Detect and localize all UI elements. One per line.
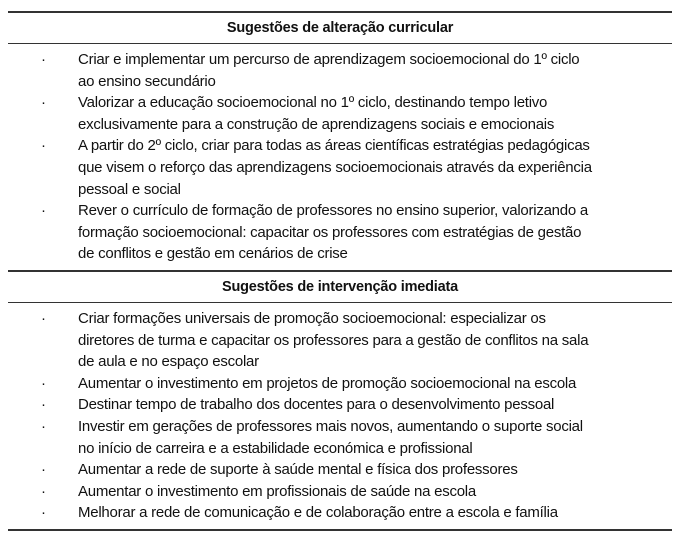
list-item [8,49,672,92]
bullet-icon: · [41,137,46,155]
bullet-icon: · [41,374,46,392]
suggestions-table [8,11,672,531]
list-item-text: pessoal e social [78,180,181,198]
list-item [8,308,672,373]
list-item-text: formação socioemocional: capacitar os professores com estratégias de gestão [78,223,582,241]
list-item-text: Aumentar o investimento em projetos de promoção socioemocional na escola [78,374,577,392]
list-item-text: de aula e no espaço escolar [78,353,259,371]
section-body [8,44,672,270]
bullet-icon: · [41,309,46,327]
list-item [8,481,672,503]
list-item-text: no início de carreira e a estabilidade económica e profissional [78,439,473,457]
list-item-text: exclusivamente para a construção de aprendizagens sociais e emocionais [78,115,555,133]
list-item [8,394,672,416]
list-item-text: de conflitos e gestão em cenários de crise [78,245,348,263]
list-item-text: Criar e implementar um percurso de aprendizagem socioemocional do 1º ciclo [78,51,580,68]
section-header: Sugestões de intervenção imediata [8,270,672,303]
list-item [8,459,672,481]
list-item-text: diretores de turma e capacitar os professores para a gestão de conflitos na sala [78,331,589,349]
list-item [8,200,672,265]
table-bottom-rule [8,529,672,531]
list-item-text: Criar formações universais de promoção socioemocional: especializar os [78,309,546,327]
bullet-icon: · [41,461,46,479]
list-item-text: ao ensino secundário [78,72,216,90]
list-item [8,135,672,200]
section-header: Sugestões de alteração curricular [8,11,672,44]
list-item [8,373,672,395]
list-item-text: Destinar tempo de trabalho dos docentes para o desenvolvimento pessoal [78,396,555,414]
list-item-text: Investir em gerações de professores mais novos, aumentando o suporte social [78,417,583,435]
bullet-icon: · [41,417,46,435]
bullet-icon: · [41,202,46,220]
list-item-text: A partir do 2º ciclo, criar para todas as áreas científicas estratégias pedagógicas [78,137,590,155]
list-item-text: Rever o currículo de formação de professores no ensino superior, valorizando a [78,202,588,220]
bullet-icon: · [41,504,46,522]
list-item-text: Aumentar o investimento em profissionais de saúde na escola [78,482,476,500]
bullet-icon: · [41,482,46,500]
list-item-text: Valorizar a educação socioemocional no 1º ciclo, destinando tempo letivo [78,94,548,112]
list-item [8,502,672,524]
bullet-icon: · [41,396,46,414]
section-body [8,303,672,529]
list-item [8,416,672,459]
bullet-icon: · [41,94,46,112]
list-item-text: que visem o reforço das aprendizagens socioemocionais através da experiência [78,158,592,176]
list-item-text: Aumentar a rede de suporte à saúde mental e física dos professores [78,461,518,479]
list-item [8,92,672,135]
list-item-text: Melhorar a rede de comunicação e de colaboração entre a escola e família [78,504,558,522]
bullet-icon: · [41,51,46,68]
